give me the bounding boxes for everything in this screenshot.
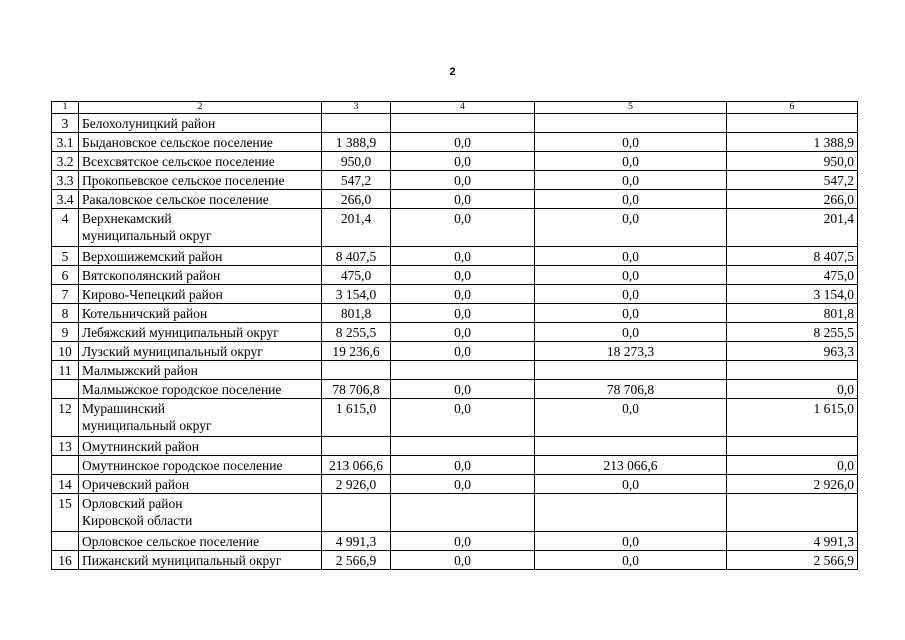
col-4-value-cell: 0,0: [391, 323, 535, 342]
col-5-value-cell: 18 273,3: [535, 342, 727, 361]
col-6-value-cell: [727, 494, 858, 532]
row-name-cell: Омутнинское городское поселение: [79, 456, 322, 475]
row-number-cell: [52, 380, 79, 399]
row-name-cell: Белохолуницкий район: [79, 114, 322, 133]
col-3-value-cell: 4 991,3: [322, 532, 391, 551]
col-4-value-cell: 0,0: [391, 304, 535, 323]
col-5-value-cell: [535, 361, 727, 380]
col-3-value-cell: 78 706,8: [322, 380, 391, 399]
row-name-cell: Быдановское сельское поселение: [79, 133, 322, 152]
col-5-value-cell: 0,0: [535, 323, 727, 342]
row-number-cell: 4: [52, 209, 79, 247]
row-name-cell: Вятскополянский район: [79, 266, 322, 285]
row-number-cell: [52, 532, 79, 551]
row-number-cell: 11: [52, 361, 79, 380]
table-row: [52, 532, 858, 551]
col-3-value-cell: 266,0: [322, 190, 391, 209]
col-3-value-cell: [322, 437, 391, 456]
row-number-cell: 3.1: [52, 133, 79, 152]
col-5-value-cell: 0,0: [535, 551, 727, 570]
table-row: [52, 304, 858, 323]
col-5-value-cell: 213 066,6: [535, 456, 727, 475]
col-4-value-cell: 0,0: [391, 551, 535, 570]
row-number-cell: 10: [52, 342, 79, 361]
row-number-cell: 6: [52, 266, 79, 285]
col-4-value-cell: 0,0: [391, 190, 535, 209]
table-row: [52, 361, 858, 380]
col-5-value-cell: 0,0: [535, 304, 727, 323]
table-row: [52, 551, 858, 570]
row-number-cell: 7: [52, 285, 79, 304]
table-row: [52, 152, 858, 171]
table-row: [52, 437, 858, 456]
col-6-value-cell: 4 991,3: [727, 532, 858, 551]
col-5-value-cell: 0,0: [535, 247, 727, 266]
col-5-value-cell: 0,0: [535, 209, 727, 247]
row-number-cell: 16: [52, 551, 79, 570]
row-number-cell: 15: [52, 494, 79, 532]
col-3-value-cell: 547,2: [322, 171, 391, 190]
col-3-value-cell: 201,4: [322, 209, 391, 247]
col-4-value-cell: 0,0: [391, 285, 535, 304]
col-5-value-cell: 0,0: [535, 475, 727, 494]
table-header-row: [52, 102, 858, 114]
row-number-cell: 13: [52, 437, 79, 456]
row-name-cell: Котельничский район: [79, 304, 322, 323]
page-number: 2: [449, 66, 456, 78]
col-6-value-cell: 1 388,9: [727, 133, 858, 152]
row-name-cell: Орловский район Кировской области: [79, 494, 322, 532]
col-4-value-cell: 0,0: [391, 266, 535, 285]
header-col-4: 4: [391, 102, 535, 114]
col-5-value-cell: [535, 437, 727, 456]
header-col-2: 2: [79, 102, 322, 114]
table-row: [52, 190, 858, 209]
header-col-1: 1: [52, 102, 79, 114]
col-3-value-cell: [322, 114, 391, 133]
col-4-value-cell: 0,0: [391, 532, 535, 551]
col-4-value-cell: 0,0: [391, 456, 535, 475]
table-row: [52, 114, 858, 133]
col-6-value-cell: 3 154,0: [727, 285, 858, 304]
header-col-3: 3: [322, 102, 391, 114]
row-name-cell: Прокопьевское сельское поселение: [79, 171, 322, 190]
col-6-value-cell: 1 615,0: [727, 399, 858, 437]
row-number-cell: 12: [52, 399, 79, 437]
col-5-value-cell: 0,0: [535, 285, 727, 304]
col-5-value-cell: 0,0: [535, 133, 727, 152]
col-6-value-cell: [727, 361, 858, 380]
col-6-value-cell: 547,2: [727, 171, 858, 190]
col-4-value-cell: 0,0: [391, 152, 535, 171]
col-6-value-cell: [727, 437, 858, 456]
row-number-cell: 8: [52, 304, 79, 323]
col-4-value-cell: 0,0: [391, 399, 535, 437]
col-6-value-cell: 2 566,9: [727, 551, 858, 570]
row-name-cell: Кирово-Чепецкий район: [79, 285, 322, 304]
col-3-value-cell: 950,0: [322, 152, 391, 171]
row-number-cell: 9: [52, 323, 79, 342]
col-5-value-cell: 0,0: [535, 152, 727, 171]
col-6-value-cell: 8 255,5: [727, 323, 858, 342]
table-row: [52, 475, 858, 494]
col-4-value-cell: [391, 437, 535, 456]
row-name-cell: Малмыжский район: [79, 361, 322, 380]
col-3-value-cell: [322, 494, 391, 532]
col-3-value-cell: 213 066,6: [322, 456, 391, 475]
col-4-value-cell: [391, 494, 535, 532]
table-row: [52, 171, 858, 190]
col-4-value-cell: [391, 114, 535, 133]
table-row: [52, 323, 858, 342]
table-row: [52, 133, 858, 152]
col-6-value-cell: 2 926,0: [727, 475, 858, 494]
col-6-value-cell: 801,8: [727, 304, 858, 323]
row-number-cell: 3: [52, 114, 79, 133]
col-6-value-cell: 475,0: [727, 266, 858, 285]
row-name-cell: Омутнинский район: [79, 437, 322, 456]
col-3-value-cell: 475,0: [322, 266, 391, 285]
table-row: [52, 285, 858, 304]
col-4-value-cell: 0,0: [391, 247, 535, 266]
row-name-cell: Оричевский район: [79, 475, 322, 494]
table-row: [52, 247, 858, 266]
row-name-cell: Мурашинский муниципальный округ: [79, 399, 322, 437]
col-4-value-cell: [391, 361, 535, 380]
table-row: [52, 494, 858, 532]
col-3-value-cell: 8 407,5: [322, 247, 391, 266]
col-3-value-cell: 2 566,9: [322, 551, 391, 570]
col-4-value-cell: 0,0: [391, 380, 535, 399]
col-6-value-cell: 0,0: [727, 380, 858, 399]
col-5-value-cell: 0,0: [535, 171, 727, 190]
row-number-cell: 3.2: [52, 152, 79, 171]
row-name-cell: Малмыжское городское поселение: [79, 380, 322, 399]
row-number-cell: [52, 456, 79, 475]
table-body: [52, 102, 858, 570]
row-number-cell: 14: [52, 475, 79, 494]
table-row: [52, 209, 858, 247]
table-row: [52, 342, 858, 361]
col-4-value-cell: 0,0: [391, 171, 535, 190]
row-name-cell: Всехсвятское сельское поселение: [79, 152, 322, 171]
col-3-value-cell: [322, 361, 391, 380]
row-name-cell: Верхнекамский муниципальный округ: [79, 209, 322, 247]
row-name-cell: Верхошижемский район: [79, 247, 322, 266]
col-6-value-cell: 201,4: [727, 209, 858, 247]
table-row: [52, 380, 858, 399]
table-row: [52, 456, 858, 475]
budget-table: [51, 101, 858, 570]
row-name-cell: Ракаловское сельское поселение: [79, 190, 322, 209]
col-5-value-cell: 0,0: [535, 399, 727, 437]
row-number-cell: 5: [52, 247, 79, 266]
col-3-value-cell: 2 926,0: [322, 475, 391, 494]
col-5-value-cell: 0,0: [535, 532, 727, 551]
col-3-value-cell: 1 388,9: [322, 133, 391, 152]
col-6-value-cell: 963,3: [727, 342, 858, 361]
col-5-value-cell: 0,0: [535, 190, 727, 209]
table-row: [52, 266, 858, 285]
col-5-value-cell: 78 706,8: [535, 380, 727, 399]
row-number-cell: 3.4: [52, 190, 79, 209]
col-6-value-cell: 266,0: [727, 190, 858, 209]
col-6-value-cell: 0,0: [727, 456, 858, 475]
col-4-value-cell: 0,0: [391, 133, 535, 152]
col-3-value-cell: 1 615,0: [322, 399, 391, 437]
col-6-value-cell: 8 407,5: [727, 247, 858, 266]
col-5-value-cell: 0,0: [535, 266, 727, 285]
col-6-value-cell: [727, 114, 858, 133]
col-5-value-cell: [535, 494, 727, 532]
col-4-value-cell: 0,0: [391, 209, 535, 247]
col-5-value-cell: [535, 114, 727, 133]
col-3-value-cell: 8 255,5: [322, 323, 391, 342]
col-4-value-cell: 0,0: [391, 475, 535, 494]
col-6-value-cell: 950,0: [727, 152, 858, 171]
table-row: [52, 399, 858, 437]
row-name-cell: Пижанский муниципальный округ: [79, 551, 322, 570]
header-col-6: 6: [727, 102, 858, 114]
col-4-value-cell: 0,0: [391, 342, 535, 361]
col-3-value-cell: 3 154,0: [322, 285, 391, 304]
row-name-cell: Орловское сельское поселение: [79, 532, 322, 551]
col-3-value-cell: 19 236,6: [322, 342, 391, 361]
col-3-value-cell: 801,8: [322, 304, 391, 323]
header-col-5: 5: [535, 102, 727, 114]
row-number-cell: 3.3: [52, 171, 79, 190]
row-name-cell: Лебяжский муниципальный округ: [79, 323, 322, 342]
row-name-cell: Лузский муниципальный округ: [79, 342, 322, 361]
